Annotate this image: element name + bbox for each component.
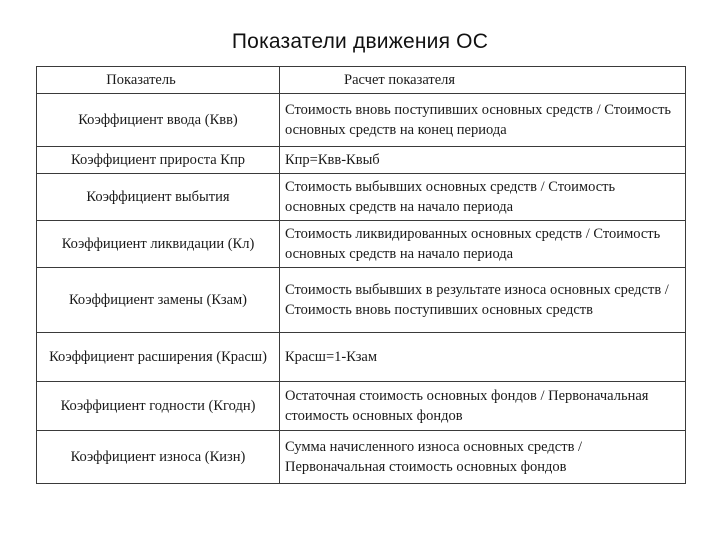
indicator-name: Коэффициент ликвидации (Кл) bbox=[37, 221, 280, 268]
indicator-formula: Красш=1-Кзам bbox=[280, 333, 686, 382]
indicator-formula: Стоимость выбывших в результате износа основных средств / Стоимость вновь поступивших основных средств bbox=[280, 268, 686, 333]
indicator-formula: Кпр=Квв-Квыб bbox=[280, 147, 686, 174]
table-row bbox=[37, 147, 686, 174]
table-header-row bbox=[37, 67, 686, 94]
indicator-name: Коэффициент прироста Кпр bbox=[37, 147, 280, 174]
table-row bbox=[37, 382, 686, 431]
table-row bbox=[37, 94, 686, 147]
indicator-name: Коэффициент выбытия bbox=[37, 174, 280, 221]
indicator-formula: Остаточная стоимость основных фондов / Первоначальная стоимость основных фондов bbox=[280, 382, 686, 431]
table-row bbox=[37, 431, 686, 484]
table-row bbox=[37, 174, 686, 221]
indicator-name: Коэффициент износа (Кизн) bbox=[37, 431, 280, 484]
page-title: Показатели движения ОС bbox=[231, 30, 489, 53]
table-row bbox=[37, 268, 686, 333]
table-row bbox=[37, 333, 686, 382]
indicator-formula: Сумма начисленного износа основных средств / Первоначальная стоимость основных фондов bbox=[280, 431, 686, 484]
column-header-indicator: Показатель bbox=[37, 67, 280, 94]
indicator-formula: Стоимость выбывших основных средств / Стоимость основных средств на начало периода bbox=[280, 174, 686, 221]
indicator-name: Коэффициент ввода (Квв) bbox=[37, 94, 280, 147]
indicator-formula: Стоимость ликвидированных основных средств / Стоимость основных средств на начало периода bbox=[280, 221, 686, 268]
indicator-name: Коэффициент замены (Кзам) bbox=[37, 268, 280, 333]
metrics-table bbox=[36, 66, 686, 484]
indicator-name: Коэффициент годности (Кгодн) bbox=[37, 382, 280, 431]
indicator-formula: Стоимость вновь поступивших основных средств / Стоимость основных средств на конец периода bbox=[280, 94, 686, 147]
indicator-name: Коэффициент расширения (Красш) bbox=[37, 333, 280, 382]
column-header-calculation: Расчет показателя bbox=[280, 67, 686, 94]
table-row bbox=[37, 221, 686, 268]
